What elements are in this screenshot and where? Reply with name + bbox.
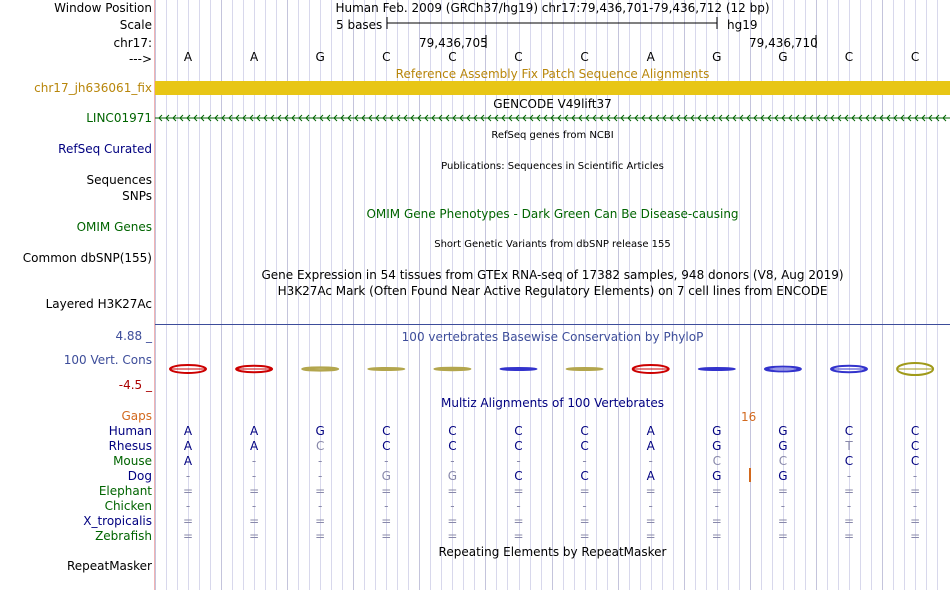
species-label[interactable]: X_tropicalis [83, 514, 152, 528]
alignment-base: C [910, 439, 920, 453]
alignment-base: C [778, 454, 788, 468]
alignment-base: A [646, 439, 655, 453]
alignment-base: - [516, 499, 521, 513]
alignment-base: - [251, 469, 257, 483]
alignment-base: C [315, 439, 325, 453]
alignment-base: = [843, 484, 855, 498]
alignment-base: A [249, 424, 259, 438]
species-label[interactable]: Zebrafish [95, 529, 152, 543]
window-position-text: Human Feb. 2009 (GRCh37/hg19) chr17:79,436,701-79,436,712 (12 bp) [335, 1, 770, 15]
phylop-score-mark [501, 368, 537, 370]
phylop-title: 100 vertebrates Basewise Conservation by PhyloP [401, 330, 704, 344]
alignment-base: = [381, 484, 392, 498]
species-label[interactable]: Dog [127, 469, 152, 483]
phylop-score-mark [302, 367, 338, 370]
phylop-score-mark [633, 365, 669, 373]
alignment-base: - [318, 499, 323, 513]
alignment-base: G [712, 439, 722, 453]
gap-insert-marker [749, 468, 751, 482]
alignment-base: C [382, 439, 391, 453]
alignment-base: C [844, 454, 854, 468]
alignment-base: = [182, 514, 194, 528]
alignment-base: T [845, 439, 853, 453]
label-snps[interactable]: SNPs [122, 189, 152, 203]
alignment-base: - [648, 499, 653, 513]
h3k27ac-title: H3K27Ac Mark (Often Found Near Active Regulatory Elements) on 7 cell lines from ENCODE [277, 284, 828, 298]
phylop-score-mark [765, 367, 801, 372]
alignment-base: - [251, 499, 257, 513]
alignment-base: = [182, 484, 194, 498]
gencode-gene-model[interactable] [155, 112, 950, 124]
label-phylop-max: 4.88 _ [115, 329, 152, 343]
alignment-base: = [910, 514, 921, 528]
label-window-position[interactable]: Window Position [54, 1, 152, 15]
alignment-base: C [514, 424, 523, 438]
alignment-base: G [778, 469, 788, 483]
alignment-base: A [646, 424, 655, 438]
alignment-base: - [582, 499, 587, 513]
alignment-base: - [318, 469, 323, 483]
alignment-base: - [582, 454, 587, 468]
alignment-base: - [846, 469, 852, 483]
species-label[interactable]: Human [108, 424, 152, 438]
alignment-base: A [249, 439, 259, 453]
label-layered-h3k27ac[interactable]: Layered H3K27Ac [45, 297, 152, 311]
alignment-base: = [381, 514, 392, 528]
refseq-title: RefSeq genes from NCBI [491, 130, 614, 141]
alignment-base: - [912, 499, 918, 513]
alignment-base: = [843, 529, 855, 543]
alignment-base: = [777, 529, 788, 543]
dbsnp-title: Short Genetic Variants from dbSNP release 155 [434, 239, 671, 250]
alignment-base: G [381, 469, 391, 483]
alignment-base: - [318, 454, 323, 468]
gencode-title: GENCODE V49lift37 [493, 97, 612, 111]
track-label-column [0, 0, 154, 590]
alignment-base: A [646, 469, 655, 483]
reference-base: A [183, 50, 193, 64]
reference-base: C [844, 50, 854, 64]
reference-base: C [910, 50, 920, 64]
alignment-base: A [183, 439, 193, 453]
repeatmasker-title: Repeating Elements by RepeatMasker [438, 545, 667, 559]
phylop-score-mark [170, 365, 206, 373]
alignment-base: G [712, 469, 722, 483]
alignment-base: = [843, 514, 855, 528]
alignment-base: C [514, 469, 523, 483]
alignment-base: - [780, 499, 786, 513]
alignment-base: C [580, 439, 589, 453]
label-vert-cons[interactable]: 100 Vert. Cons [63, 353, 152, 367]
alignment-base: = [249, 514, 260, 528]
label-gencode-gene[interactable]: LINC01971 [86, 111, 152, 125]
alignment-base: = [579, 514, 590, 528]
alignment-base: G [447, 469, 458, 483]
alignment-base: C [580, 469, 589, 483]
alignment-base: C [448, 439, 457, 453]
alignment-base: - [185, 469, 191, 483]
reference-base: A [646, 50, 655, 64]
reference-base: G [778, 50, 788, 64]
omim-title: OMIM Gene Phenotypes - Dark Green Can Be Disease-causing [366, 207, 739, 221]
label-scale[interactable]: Scale [119, 18, 152, 32]
phylop-score-mark [368, 368, 404, 370]
alignment-base: C [382, 424, 391, 438]
alignment-base: = [447, 529, 458, 543]
label-repeatmasker[interactable]: RepeatMasker [66, 559, 152, 573]
scale-assembly: hg19 [727, 18, 758, 32]
label-arrow[interactable]: ---> [128, 52, 152, 66]
alignment-base: C [514, 439, 523, 453]
alignment-base: - [384, 454, 389, 468]
alignment-base: C [580, 424, 589, 438]
alignment-base: G [315, 424, 325, 438]
species-label[interactable]: Rhesus [108, 439, 152, 453]
alignment-base: G [778, 424, 788, 438]
alignment-base: = [447, 514, 458, 528]
gtex-title: Gene Expression in 54 tissues from GTEx RNA-seq of 17382 samples, 948 donors (V8, Aug 2019) [261, 268, 844, 282]
alignment-base: - [450, 454, 455, 468]
alignment-base: = [711, 484, 722, 498]
alignment-base: = [711, 529, 722, 543]
phylop-score-mark [699, 368, 735, 370]
fix-patch-alignment-bar[interactable] [155, 81, 950, 95]
alignment-base: - [846, 499, 852, 513]
reference-base: A [249, 50, 259, 64]
label-chrom[interactable]: chr17: [113, 36, 152, 50]
label-fix-patch[interactable]: chr17_jh636061_fix [34, 81, 152, 95]
alignment-base: = [249, 529, 260, 543]
alignment-base: = [579, 484, 590, 498]
publications-title: Publications: Sequences in Scientific Articles [441, 161, 664, 172]
alignment-base: - [648, 454, 653, 468]
alignment-base: = [579, 529, 590, 543]
alignment-base: C [712, 454, 721, 468]
alignment-base: - [384, 499, 389, 513]
alignment-base: = [910, 529, 921, 543]
multiz-title: Multiz Alignments of 100 Vertebrates [440, 396, 665, 410]
coord-label-1: 79,436,705 [419, 36, 488, 50]
alignment-base: = [645, 484, 656, 498]
track-display[interactable] [155, 0, 950, 590]
alignment-base: C [910, 424, 920, 438]
phylop-score-mark [434, 368, 470, 370]
reference-base: G [712, 50, 722, 64]
alignment-base: = [513, 514, 524, 528]
alignment-base: C [448, 424, 457, 438]
alignment-base: - [450, 499, 455, 513]
alignment-base: - [912, 469, 918, 483]
alignment-base: = [910, 484, 921, 498]
alignment-base: G [778, 439, 788, 453]
phylop-score-mark [897, 363, 933, 375]
phylop-score-mark [567, 368, 603, 370]
reference-base: C [514, 50, 523, 64]
label-sequences[interactable]: Sequences [86, 173, 152, 187]
alignment-base: = [249, 484, 260, 498]
alignment-base: = [711, 514, 722, 528]
scale-label: 5 bases [336, 18, 383, 32]
reference-base: C [382, 50, 391, 64]
alignment-base: = [315, 514, 326, 528]
alignment-base: - [516, 454, 521, 468]
reference-base: C [448, 50, 457, 64]
alignment-base: = [381, 529, 392, 543]
scale-bar-graphic [155, 0, 950, 60]
alignment-base: = [513, 529, 524, 543]
alignment-base: = [645, 514, 656, 528]
alignment-base: = [315, 529, 326, 543]
label-refseq-curated[interactable]: RefSeq Curated [58, 142, 152, 156]
alignment-base: - [714, 499, 719, 513]
species-label[interactable]: Mouse [113, 454, 152, 468]
label-omim-genes[interactable]: OMIM Genes [76, 220, 152, 234]
species-label[interactable]: Chicken [104, 499, 152, 513]
alignment-base: C [844, 424, 854, 438]
alignment-base: = [513, 484, 524, 498]
coord-label-2: 79,436,710 [749, 36, 818, 50]
label-common-dbsnp[interactable]: Common dbSNP(155) [22, 251, 152, 265]
phylop-score-mark [831, 366, 867, 372]
h3k27ac-baseline [155, 324, 950, 325]
alignment-base: A [183, 454, 193, 468]
label-phylop-min: -4.5 _ [118, 378, 152, 392]
alignment-base: A [183, 424, 193, 438]
species-label[interactable]: Elephant [98, 484, 152, 498]
alignment-base: = [645, 529, 656, 543]
alignment-base: C [910, 454, 920, 468]
gap-count: 16 [741, 410, 757, 424]
alignment-base: = [182, 529, 194, 543]
alignment-base: = [447, 484, 458, 498]
alignment-base: - [251, 454, 257, 468]
alignment-base: = [315, 484, 326, 498]
alignment-base: G [712, 424, 722, 438]
alignment-base: = [777, 514, 788, 528]
label-gaps[interactable]: Gaps [121, 409, 152, 423]
fix-patch-title: Reference Assembly Fix Patch Sequence Alignments [395, 67, 710, 81]
reference-base: C [580, 50, 589, 64]
phylop-score-mark [236, 366, 272, 372]
alignment-base: - [185, 499, 191, 513]
reference-base: G [315, 50, 325, 64]
alignment-base: = [777, 484, 788, 498]
